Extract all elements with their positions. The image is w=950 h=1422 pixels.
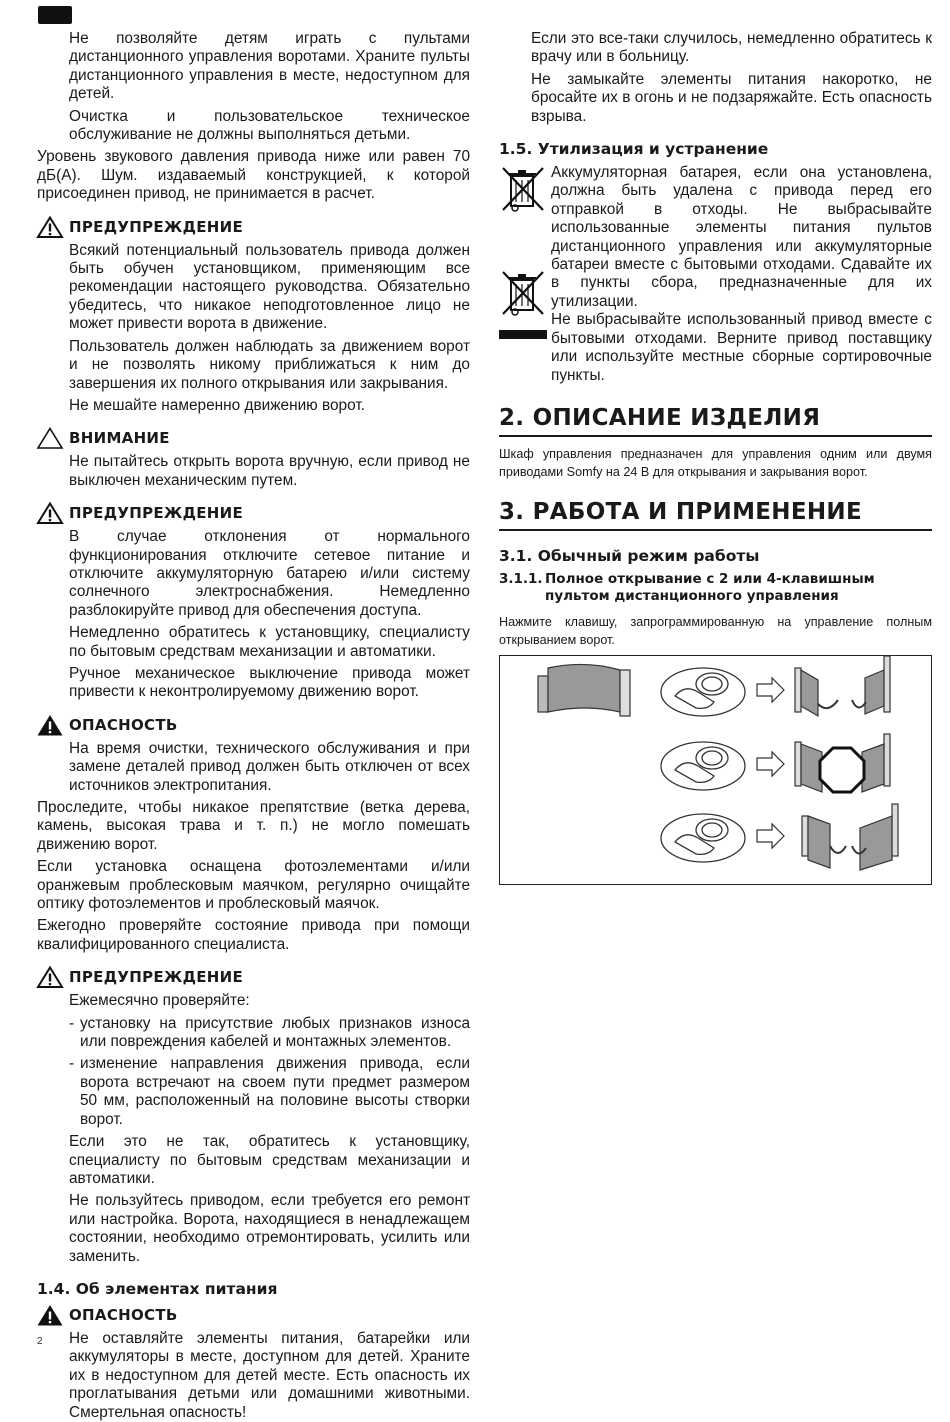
warning-triangle-icon [37, 966, 63, 988]
disposal-block [499, 164, 932, 385]
obstacle-paragraph: Проследите, чтобы никакое препятствие (ветка дерева, камень, высокая трава и т. п.) не могло помешать движению ворот. [37, 799, 470, 853]
remote-control-icon [661, 668, 745, 716]
disposal-icons [499, 164, 551, 385]
monthly-check-list [37, 1015, 470, 1129]
danger-heading-1 [37, 714, 470, 736]
page-number: 2 [37, 1336, 43, 1347]
left-column [37, 30, 470, 1422]
warning-1-paragraph-3: Не мешайте намеренно движению ворот. [69, 396, 365, 414]
danger-triangle-icon [37, 1304, 63, 1326]
gate-operation-illustration [500, 656, 930, 883]
warning-2-paragraph-2: Немедленно обратитесь к установщику, специалисту по бытовым средствам механизации и автоматики. [69, 624, 470, 660]
caution-title: ВНИМАНИЕ [69, 429, 170, 448]
warning-triangle-icon [37, 502, 63, 524]
right-column [499, 30, 932, 885]
danger-title-1: ОПАСНОСТЬ [69, 715, 178, 734]
warning-3-paragraph-3: Не пользуйтесь приводом, если требуется его ремонт или настройка. Ворота, находящиеся в ненадлежащем состоянии, необходимо отремонтировать, усилить или заменить. [69, 1192, 470, 1265]
warning-3-lead: Ежемесячно проверяйте: [69, 992, 250, 1010]
opening-gate-icon [795, 656, 890, 716]
warning-2-paragraph-1: В случае отклонения от нормального функционирования отключите сетевое питание и отключите аккумуляторную батарею и/или систему солнечного электроснабжения. Немедленно разблокируйте привод для обеспечения доступа. [69, 528, 470, 619]
section-3-heading: 3. РАБОТА И ПРИМЕНЕНИЕ [499, 499, 932, 531]
language-badge [38, 6, 72, 24]
danger-1-paragraph-1: На время очистки, технического обслуживания и при замене деталей привод должен быть отключен от всех источников электропитания. [69, 739, 470, 794]
remote-control-icon [661, 814, 745, 862]
disposal-paragraph-2: Не выбрасывайте использованный привод вместе с бытовыми отходами. Верните привод поставщику или используйте местные сборные сортировочные пункты. [551, 311, 932, 384]
warning-1-paragraph-2: Пользователь должен наблюдать за движением ворот и не позволять никому приближаться к ним до завершения их полного открывания или закрывания. [69, 337, 470, 392]
warning-1-paragraph-1: Всякий потенциальный пользователь привода должен быть обучен установщиком, применяющим все рекомендации настоящего руководства. Обязательно убедитесь, что никакое неподготовленное лицо не может привести ворота в движение. [69, 241, 470, 333]
warning-heading-3 [37, 966, 470, 988]
remote-operation-figure [499, 655, 932, 885]
caution-paragraph-1: Не пытайтесь открыть ворота вручную, если привод не выключен механическим путем. [69, 453, 470, 489]
danger-2-paragraph-1: Не оставляйте элементы питания, батарейки или аккумуляторы в месте, доступном для детей. Храните их в недоступном для детей месте. Есть опасность их проглатывания детьми или домашними животными. Смертельная опасность! [69, 1329, 470, 1421]
continuation-paragraph-2: Не замыкайте элементы питания накоротко, не бросайте их в огонь и не подзаряжайте. Есть опасность взрыва. [531, 70, 932, 125]
intro-paragraph-1: Не позволяйте детям играть с пультами дистанционного управления воротами. Храните пульты дистанционного управления в месте, недоступном для детей. [69, 30, 470, 103]
closing-gate-icon [802, 804, 898, 870]
section-3-1-1-number: 3.1.1. [499, 570, 543, 587]
instruction-paragraph: Нажмите клавишу, запрограммированную на управление полным открыванием ворот. [499, 614, 932, 647]
danger-title-2: ОПАСНОСТЬ [69, 1305, 178, 1324]
description-paragraph: Шкаф управления предназначен для управления одним или двумя приводами Somfy на 24 В для открывания и закрывания ворот. [499, 446, 932, 479]
crossed-bin-icon [499, 164, 547, 214]
warning-title-1: ПРЕДУПРЕЖДЕНИЕ [69, 217, 244, 236]
caution-heading [37, 427, 470, 449]
photocells-paragraph: Если установка оснащена фотоэлементами и/или оранжевым проблесковым маячком, регулярно очищайте оптику фотоэлементов и проблесковый маячок. [37, 858, 470, 913]
crossed-bin-icon [499, 268, 547, 340]
section-1-4-heading: 1.4. Об элементах питания [37, 1279, 278, 1298]
disposal-text [551, 164, 932, 385]
caution-triangle-icon [37, 427, 63, 449]
warning-2-paragraph-3: Ручное механическое выключение привода может привести к неконтролируемому движению ворот. [69, 664, 470, 701]
warning-triangle-icon [37, 216, 63, 238]
warning-title-2: ПРЕДУПРЕЖДЕНИЕ [69, 504, 244, 523]
yearly-check-paragraph: Ежегодно проверяйте состояние привода при помощи квалифицированного специалиста. [37, 917, 470, 953]
intro-paragraph-2: Очистка и пользовательское техническое обслуживание не должны выполняться детьми. [69, 107, 470, 144]
warning-title-3: ПРЕДУПРЕЖДЕНИЕ [69, 968, 244, 987]
closed-gate-icon [538, 664, 630, 716]
arrow-icon [757, 678, 784, 702]
disposal-paragraph-1: Аккумуляторная батарея, если она установлена, должна быть удалена с привода перед его отправкой в отходы. Не выбрасывайте использованные элементы питания пультов дистанционного управления или аккумуляторные батареи вместе с бытовыми отходами. Сдавайте их в пункты сбора, предназначенные для их утилизации. [551, 164, 932, 310]
section-3-1-heading: 3.1. Обычный режим работы [499, 546, 760, 565]
noise-paragraph: Уровень звукового давления привода ниже или равен 70 дБ(A). Шум. издаваемый конструкцией, к которой присоединен привод, не принимается в расчет. [37, 148, 470, 203]
section-1-5-heading: 1.5. Утилизация и устранение [499, 140, 769, 159]
section-3-1-1-title: Полное открывание с 2 или 4-клавишным пультом дистанционного управления [545, 570, 875, 604]
danger-heading-2 [37, 1304, 470, 1326]
section-3-1-1-heading [499, 571, 932, 605]
arrow-icon [757, 824, 784, 848]
list-item: - изменение направления движения привода, если ворота встречают на своем пути предмет размером 50 мм, расположенный на половине высоты створки ворот. [69, 1055, 470, 1129]
section-2-heading: 2. ОПИСАНИЕ ИЗДЕЛИЯ [499, 405, 932, 437]
warning-heading-2 [37, 502, 470, 524]
stopped-gate-icon [795, 734, 890, 792]
warning-heading-1 [37, 216, 470, 238]
list-item: - установку на присутствие любых признаков износа или повреждения кабелей и монтажных элементов. [69, 1015, 470, 1052]
danger-triangle-icon [37, 714, 63, 736]
continuation-paragraph-1: Если это все-таки случилось, немедленно обратитесь к врачу или в больницу. [531, 30, 932, 66]
warning-3-paragraph-2: Если это не так, обратитесь к установщику, специалисту по бытовым средствам механизации и автоматики. [69, 1133, 470, 1187]
remote-control-icon [661, 742, 745, 790]
arrow-icon [757, 752, 784, 776]
